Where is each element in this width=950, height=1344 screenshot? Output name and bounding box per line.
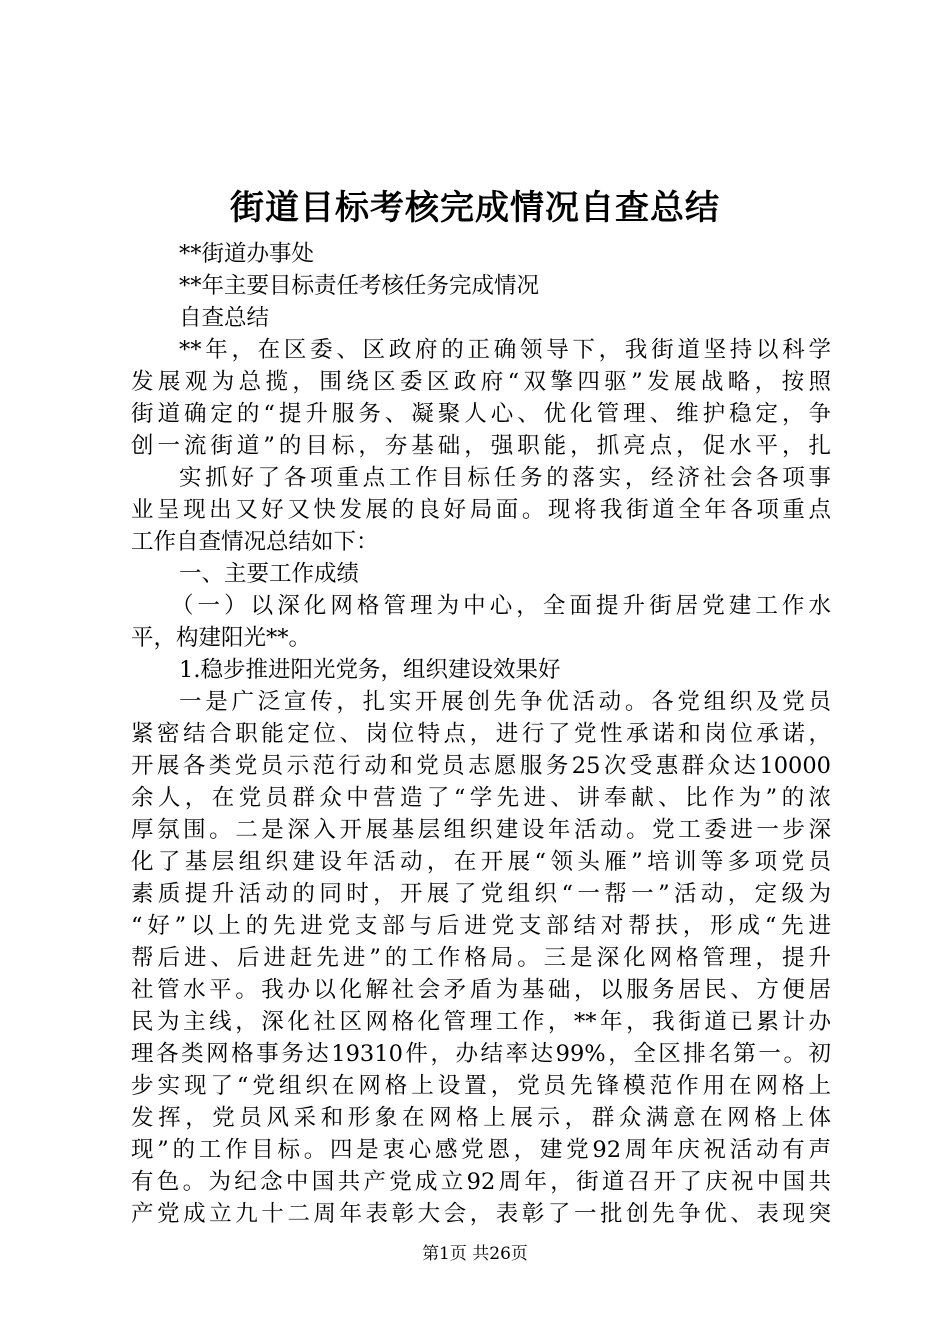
text-line: **年主要目标责任考核任务完成情况 [179,273,540,299]
text-line: 民为主线，深化社区网格化管理工作，**年，我街道已累计办 [131,1009,831,1035]
text-line: 开展各类党员示范行动和党员志愿服务25次受惠群众达10000 [131,753,831,779]
text-line: 自查总结 [179,305,270,331]
text-line: 余人，在党员群众中营造了“学先进、讲奉献、比作为”的浓 [131,785,831,811]
text-line: 化了基层组织建设年活动，在开展“领头雁”培训等多项党员 [131,849,831,875]
section-heading: 一、主要工作成绩 [179,561,360,587]
text-line: **年，在区委、区政府的正确领导下，我街道坚持以科学 [179,337,831,363]
text-line: 工作自查情况总结如下： [131,529,379,555]
text-line: 创一流街道”的目标，夯基础，强职能，抓亮点，促水平，扎 [131,433,831,459]
text-line: 一是广泛宣传，扎实开展创先争优活动。各党组织及党员 [179,689,831,715]
text-line: 帮后进、后进赶先进”的工作格局。三是深化网格管理，提升 [131,945,831,971]
text-line: 平，构建阳光**。 [131,625,312,651]
document-title: 街道目标考核完成情况自查总结 [230,188,720,228]
text-line: 社管水平。我办以化解社会矛盾为基础，以服务居民、方便居 [131,977,831,1003]
text-line: 现”的工作目标。四是衷心感党恩，建党92周年庆祝活动有声 [131,1137,831,1163]
text-line: 街道确定的“提升服务、凝聚人心、优化管理、维护稳定，争 [131,401,831,427]
text-line: 产党成立九十二周年表彰大会，表彰了一批创先争优、表现突 [131,1201,831,1227]
text-line: 素质提升活动的同时，开展了党组织“一帮一”活动，定级为 [131,881,831,907]
text-line: **街道办事处 [179,241,315,267]
text-line: 实抓好了各项重点工作目标任务的落实，经济社会各项事 [179,465,831,491]
text-line: “好”以上的先进党支部与后进党支部结对帮扶，形成“先进 [131,913,831,939]
text-line: 紧密结合职能定位、岗位特点，进行了党性承诺和岗位承诺， [131,721,831,747]
text-line: 发展观为总揽，围绕区委区政府“双擎四驱”发展战略，按照 [131,369,831,395]
text-line: 厚氛围。二是深入开展基层组织建设年活动。党工委进一步深 [131,817,831,843]
text-line: 业呈现出又好又快发展的良好局面。现将我街道全年各项重点 [131,497,831,523]
text-line: 步实现了“党组织在网格上设置，党员先锋模范作用在网格上 [131,1073,831,1099]
text-line: 有色。为纪念中国共产党成立92周年，街道召开了庆祝中国共 [131,1169,831,1195]
page-number-footer: 第1页 共26页 [422,1244,528,1264]
text-line: 发挥，党员风采和形象在网格上展示，群众满意在网格上体 [131,1105,831,1131]
document-body [131,238,831,1230]
text-line: 理各类网格事务达19310件，办结率达99%，全区排名第一。初 [131,1041,831,1067]
subsection-heading: （一）以深化网格管理为中心，全面提升街居党建工作水 [171,593,831,619]
item-heading: 1.稳步推进阳光党务，组织建设效果好 [179,657,561,683]
